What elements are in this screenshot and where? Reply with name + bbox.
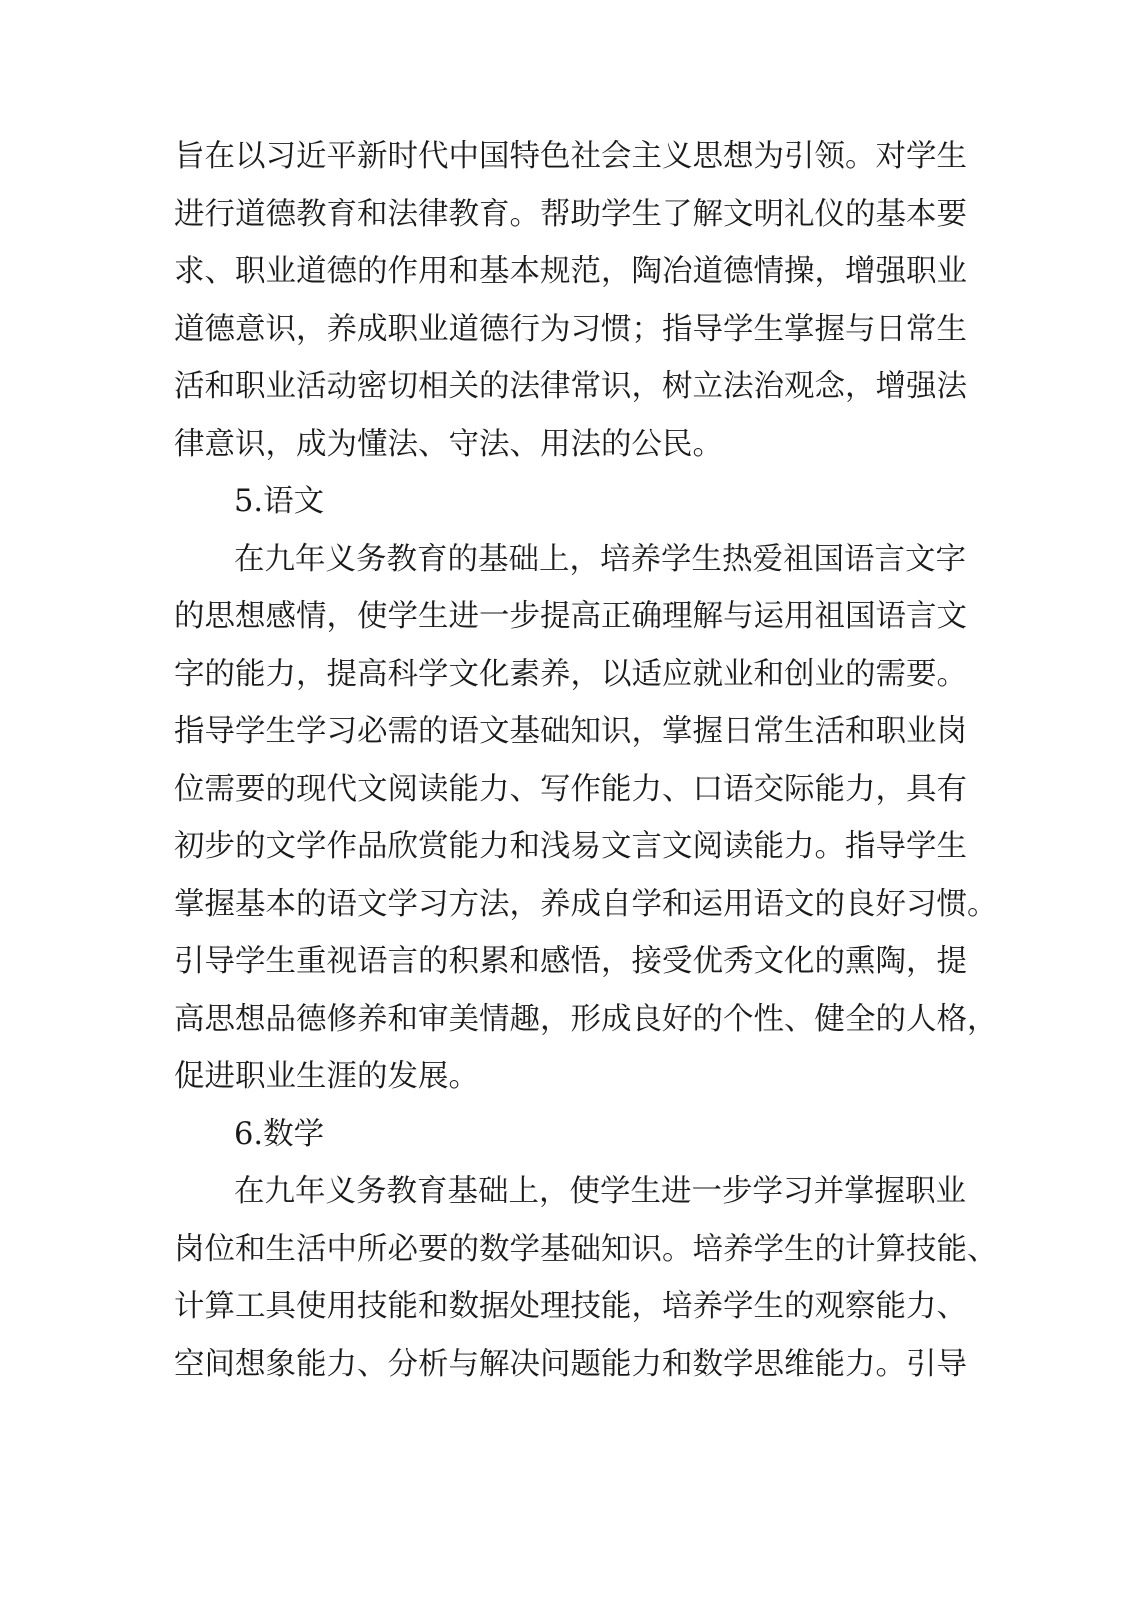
text-line: 计算工具使用技能和数据处理技能，培养学生的观察能力、	[174, 1289, 967, 1324]
text-line: 指导学生学习必需的语文基础知识，掌握日常生活和职业岗	[174, 714, 967, 749]
document-body	[174, 128, 998, 1393]
text-line: 活和职业活动密切相关的法律常识，树立法治观念，增强法	[174, 369, 967, 404]
text-line: 进行道德教育和法律教育。帮助学生了解文明礼仪的基本要	[174, 196, 967, 232]
section-heading-math: 6.数学	[234, 1116, 325, 1152]
text-line: 位需要的现代文阅读能力、写作能力、口语交际能力，具有	[174, 771, 967, 807]
text-line: 字的能力，提高科学文化素养，以适应就业和创业的需要。	[174, 656, 967, 692]
section-heading-chinese: 5.语文	[234, 484, 325, 519]
text-line: 在九年义务教育基础上，使学生进一步学习并掌握职业	[234, 1174, 966, 1209]
text-line: 在九年义务教育的基础上，培养学生热爱祖国语言文字	[234, 541, 966, 577]
text-line: 促进职业生涯的发展。	[174, 1059, 479, 1094]
text-line: 掌握基本的语文学习方法，养成自学和运用语文的良好习惯。	[174, 886, 998, 922]
text-line: 岗位和生活中所必要的数学基础知识。培养学生的计算技能、	[174, 1231, 998, 1267]
text-line: 空间想象能力、分析与解决问题能力和数学思维能力。引导	[174, 1346, 967, 1382]
text-line: 道德意识，养成职业道德行为习惯；指导学生掌握与日常生	[174, 311, 967, 347]
text-line: 的思想感情，使学生进一步提高正确理解与运用祖国语言文	[174, 599, 967, 634]
text-line: 初步的文学作品欣赏能力和浅易文言文阅读能力。指导学生	[174, 829, 967, 864]
text-line: 律意识，成为懂法、守法、用法的公民。	[174, 426, 723, 462]
text-line: 旨在以习近平新时代中国特色社会主义思想为引领。对学生	[174, 139, 967, 174]
text-line: 高思想品德修养和审美情趣，形成良好的个性、健全的人格，	[174, 1001, 998, 1037]
text-line: 引导学生重视语言的积累和感悟，接受优秀文化的熏陶，提	[174, 944, 967, 979]
text-line: 求、职业道德的作用和基本规范，陶冶道德情操，增强职业	[174, 254, 967, 289]
